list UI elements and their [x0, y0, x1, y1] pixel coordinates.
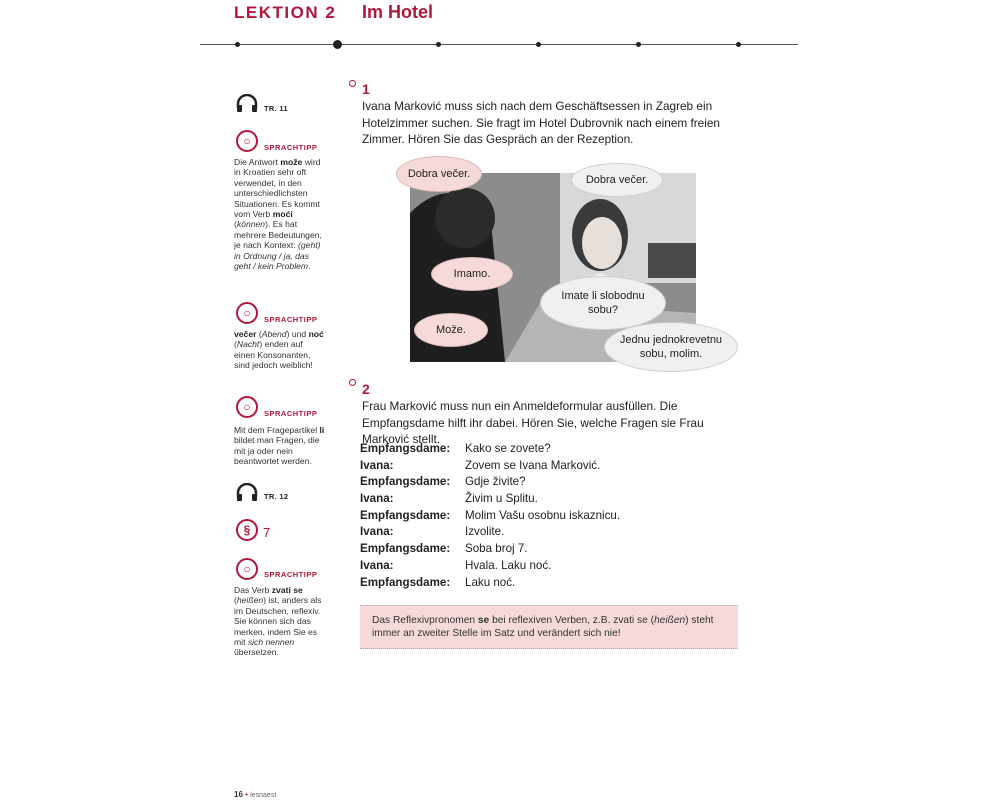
dialog-line: Molim Vašu osobnu iskaznicu. [465, 508, 621, 522]
lightbulb-icon: ○ [236, 130, 258, 152]
exercise-instructions: Frau Marković muss nun ein Anmeldeformular ausfüllen. Die Empfangsdame hilft ihr dabei. Hören Sie, welche Fragen sie Frau Marković stellt. [362, 399, 704, 446]
dialog-speaker: Ivana: [360, 558, 394, 572]
speech-bubble: Jednu jednokrevetnu sobu, molim. [604, 322, 738, 372]
dialog-line: Kako se zovete? [465, 442, 551, 455]
headphones-icon [236, 94, 258, 112]
progress-dot [736, 42, 741, 47]
exercise-number: 2 [362, 381, 370, 397]
tip-text: Mit dem Fragepartikel li bildet man Fragen, die mit ja oder nein beantwortet werden. [234, 425, 325, 467]
dialog-speaker: Ivana: [360, 525, 394, 539]
lightbulb-icon: ○ [236, 558, 258, 580]
tip-label: SPRACHTIPP [264, 570, 318, 579]
dialog-speaker: Empfangsdame: [360, 542, 451, 556]
dialog-line: Zovem se Ivana Marković. [465, 458, 601, 472]
speech-bubble: Može. [414, 313, 488, 347]
dialog-speaker: Empfangsdame: [360, 442, 451, 455]
dialog-speaker: Ivana: [360, 458, 394, 472]
dialog-speaker: Empfangsdame: [360, 475, 451, 489]
track-label: TR. 11 [264, 104, 288, 113]
dialog-line: Živim u Splitu. [465, 492, 538, 506]
headphones-icon [236, 483, 258, 501]
dialog-line: Gdje živite? [465, 475, 526, 489]
dialog-speaker: Empfangsdame: [360, 575, 451, 589]
dialog-row [360, 492, 620, 509]
page-title: Im Hotel [362, 2, 434, 22]
exercise-marker-icon [349, 379, 356, 386]
progress-dot [436, 42, 441, 47]
dialog-row [360, 525, 620, 542]
dialog-row [360, 459, 620, 476]
dialog-speaker: Empfangsdame: [360, 508, 451, 522]
dialog-line: Soba broj 7. [465, 542, 528, 556]
page-footer [234, 790, 276, 799]
lightbulb-icon: ○ [236, 396, 258, 418]
exercise-marker-icon [349, 80, 356, 87]
dialog-table [360, 442, 620, 592]
dialog-line: Hvala. Laku noć. [465, 558, 552, 572]
dialog-row [360, 442, 620, 459]
header-rule [200, 44, 798, 45]
dialog-row [360, 509, 620, 526]
progress-dot-current [333, 40, 342, 49]
dialog-line: Izvolite. [465, 525, 505, 539]
dialog-row [360, 559, 620, 576]
tip-text: večer (Abend) und noć (Nacht) enden auf einen Konsonanten, sind jedoch weiblich! [234, 329, 324, 371]
lesson-label: LEKTION 2 [234, 3, 337, 22]
page-number: 16 [234, 790, 243, 799]
progress-dot [536, 42, 541, 47]
tip-text: Die Antwort može wird in Kroatien sehr oft verwendet, in den unterschiedlichsten Situationen. Es kommt vom Verb moći (können). Es hat mehrere Bedeutungen, je nach Kontext: (geht) in Ordnung / ja, das geht / kein Problem. [234, 157, 322, 272]
progress-dot [235, 42, 240, 47]
tip-text: Das Verb zvati se (heißen) ist, anders als im Deutschen, reflexiv. Sie können sich das merken, indem Sie es mit sich nennen übersetzen. [234, 585, 322, 658]
grammar-note: Das Reflexivpronomen se bei reflexiven Verben, z.B. zvati se (heißen) steht immer an zweiter Stelle im Satz und verändert sich nie! [360, 605, 738, 649]
tip-label: SPRACHTIPP [264, 143, 318, 152]
footer-separator: • [245, 790, 248, 799]
speech-bubble: Dobra večer. [396, 156, 482, 192]
speech-bubble: Imamo. [431, 257, 513, 291]
progress-dot [636, 42, 641, 47]
speech-bubble: Imate li slobodnu sobu? [540, 276, 666, 330]
exercise-number: 1 [362, 81, 370, 97]
dialog-row [360, 475, 620, 492]
dialog-speaker: Ivana: [360, 492, 394, 506]
paragraph-icon: § [236, 519, 258, 541]
dialog-row [360, 576, 620, 593]
speech-bubble: Dobra večer. [571, 163, 663, 197]
tip-label: SPRACHTIPP [264, 315, 318, 324]
publisher-name: lesnaest [250, 792, 277, 799]
grammar-reference: 7 [263, 525, 271, 540]
tip-label: SPRACHTIPP [264, 409, 318, 418]
exercise-instructions: Ivana Marković muss sich nach dem Geschäftsessen in Zagreb ein Hotelzimmer suchen. Sie fragt im Hotel Dubrovnik nach einem freien Zimmer. Hören Sie das Gespräch an der Rezeption. [362, 99, 720, 146]
dialog-row [360, 542, 620, 559]
lightbulb-icon: ○ [236, 302, 258, 324]
dialog-line: Laku noć. [465, 575, 516, 589]
track-label: TR. 12 [264, 492, 289, 501]
